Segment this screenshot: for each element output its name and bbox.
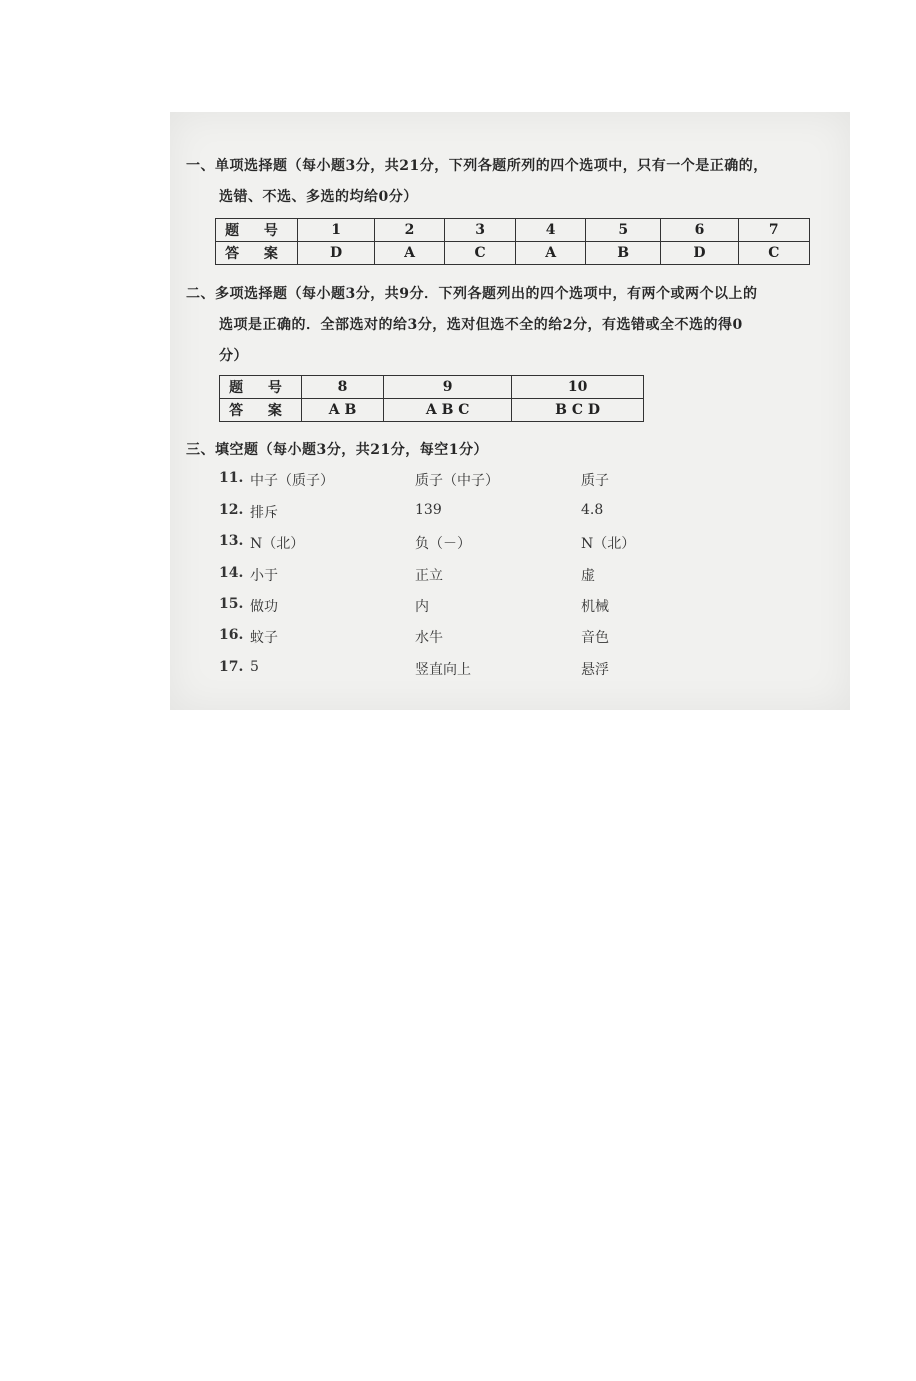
section2-heading-line3: 分） <box>219 348 248 364</box>
section2-heading-line1: 二、多项选择题（每小题3分，共9分．下列各题列出的四个选项中，有两个或两个以上的 <box>186 286 758 302</box>
answer-cell: B C D <box>512 399 644 422</box>
blank-answer-2: 正立 <box>415 568 443 584</box>
section3-heading: 三、填空题（每小题3分，共21分，每空1分） <box>186 442 488 458</box>
fill-answer-row <box>219 502 819 526</box>
answer-cell: A <box>375 242 445 265</box>
blank-answer-2: 水牛 <box>415 630 443 646</box>
question-number: 17. <box>219 659 244 675</box>
answer-cell: C <box>444 242 515 265</box>
blank-answer-3: N（北） <box>581 536 636 552</box>
row-label-answer: 答 案 <box>220 399 302 422</box>
answer-cell: A <box>516 242 586 265</box>
table-row-question-numbers <box>216 219 810 242</box>
fill-answer-row <box>219 565 819 589</box>
answer-cell: A B <box>302 399 384 422</box>
question-number: 9 <box>384 376 512 399</box>
blank-answer-1: 蚊子 <box>250 630 278 646</box>
question-number: 4 <box>516 219 586 242</box>
question-number: 1 <box>298 219 375 242</box>
section1-heading-line1: 一、单项选择题（每小题3分，共21分，下列各题所列的四个选项中，只有一个是正确的， <box>186 158 768 174</box>
question-number: 11. <box>219 470 244 486</box>
question-number: 12. <box>219 502 244 518</box>
fill-answer-row <box>219 533 819 557</box>
answer-cell: D <box>298 242 375 265</box>
section2-heading-line2: 选项是正确的．全部选对的给3分，选对但选不全的给2分，有选错或全不选的得0 <box>219 317 743 333</box>
blank-answer-3: 音色 <box>581 630 609 646</box>
blank-answer-1: 排斥 <box>250 505 278 521</box>
question-number: 13. <box>219 533 244 549</box>
blank-answer-3: 虚 <box>581 568 595 584</box>
question-number: 2 <box>375 219 445 242</box>
question-number: 10 <box>512 376 644 399</box>
row-label-answer: 答 案 <box>216 242 298 265</box>
question-number: 6 <box>661 219 738 242</box>
question-number: 15. <box>219 596 244 612</box>
blank-answer-3: 质子 <box>581 473 609 489</box>
row-label-question: 题 号 <box>216 219 298 242</box>
answer-cell: A B C <box>384 399 512 422</box>
blank-answer-3: 悬浮 <box>581 662 609 678</box>
blank-answer-2: 139 <box>415 502 442 518</box>
table-row-answers <box>216 242 810 265</box>
blank-answer-1: 中子（质子） <box>250 473 334 489</box>
question-number: 14. <box>219 565 244 581</box>
blank-answer-2: 内 <box>415 599 429 615</box>
blank-answer-2: 负（－） <box>415 536 471 552</box>
row-label-question: 题 号 <box>220 376 302 399</box>
blank-answer-3: 机械 <box>581 599 609 615</box>
question-number: 16. <box>219 627 244 643</box>
question-number: 7 <box>738 219 809 242</box>
fill-answer-row <box>219 596 819 620</box>
table-row-answers <box>220 399 644 422</box>
blank-answer-2: 质子（中子） <box>415 473 499 489</box>
fill-answer-row <box>219 627 819 651</box>
answer-cell: D <box>661 242 738 265</box>
blank-answer-1: 做功 <box>250 599 278 615</box>
blank-answer-3: 4.8 <box>581 502 604 518</box>
section1-answer-table <box>215 218 810 265</box>
blank-answer-1: 5 <box>250 659 259 675</box>
section2-answer-table <box>219 375 644 422</box>
table-row-question-numbers <box>220 376 644 399</box>
question-number: 8 <box>302 376 384 399</box>
blank-answer-1: N（北） <box>250 536 305 552</box>
fill-answer-row <box>219 470 819 494</box>
blank-answer-1: 小于 <box>250 568 278 584</box>
question-number: 5 <box>586 219 661 242</box>
section1-heading-line2: 选错、不选、多选的均给0分） <box>219 189 418 205</box>
fill-answer-row <box>219 659 819 683</box>
question-number: 3 <box>444 219 515 242</box>
blank-answer-2: 竖直向上 <box>415 662 471 678</box>
answer-cell: C <box>738 242 809 265</box>
answer-cell: B <box>586 242 661 265</box>
